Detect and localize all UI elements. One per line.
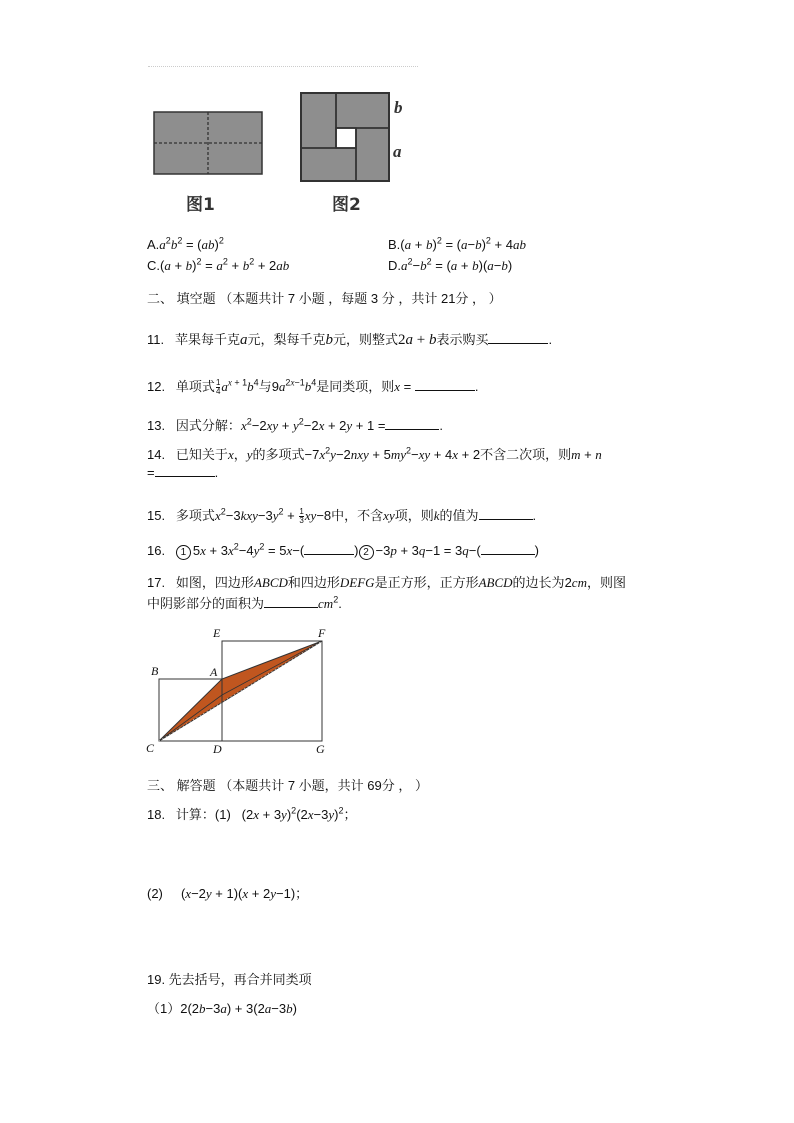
- figure-2-label-a: a: [393, 142, 402, 161]
- figure-1: [150, 108, 270, 180]
- question-13: 13. 因式分解：$x^2-2xy + y^2-2x + 2y + 1$ = .: [147, 416, 444, 433]
- figure-3: [145, 625, 335, 755]
- figure-2-label-b: b: [394, 98, 403, 117]
- option-b: $B.(a + b)^2 = (a-b)^2 + 4ab$: [388, 235, 526, 252]
- figure-2: [298, 90, 394, 184]
- question-14-cont: = .: [147, 465, 219, 480]
- fig3-label-E: E: [213, 626, 221, 640]
- option-d: $D.a^2-b^2 = (a + b)(a-b)$: [388, 256, 513, 273]
- question-18-part-2: (2) (x−2y + 1)(x + 2y−1)；: [147, 886, 309, 901]
- section-3-title: 三、 解答题 （本题共计 7 小题，共计 69分 ， ）: [147, 778, 428, 793]
- question-19-title: 19. 先去括号，再合并同类项: [147, 972, 312, 987]
- option-c-label: C.: [147, 258, 160, 273]
- option-a-label: A.: [147, 237, 160, 252]
- option-a: $A.a^2b^2 = (ab)^2$: [147, 235, 224, 252]
- question-15: 15. 多项式$x^2-3kxy-3y^2$ + $\frac{1}{3}$ xy−8中，不含xy项，则k的值为 .: [147, 506, 537, 526]
- figure-2-caption: 图2: [332, 195, 361, 215]
- section-2-title: 二、 填空题 （本题共计 7 小题 ，每题 3 分 ，共计 21分 ， ）: [147, 291, 502, 306]
- fig3-label-D: D: [213, 742, 222, 756]
- question-16: 16. 1 $5x + 3x^2-4y^2 = 5x-$( ) 2 −3p + 3q−1 = 3q−( ): [147, 541, 540, 558]
- fig3-label-G: G: [316, 742, 325, 756]
- question-14: 14. 已知关于x，y的多项式$-7x^2y-2nxy + 5my^2-xy + 4x + 2$不含二次项，则m + n: [147, 445, 602, 462]
- question-18: 18. 计算：(1) $(2x + 3y)^2(2x-3y)^2$；: [147, 805, 357, 822]
- question-11: 11. 苹果每千克a元，梨每千克b元，则整式2a + b表示购买 .: [147, 332, 553, 348]
- header-rule: [148, 66, 418, 68]
- figure-1-caption: 图1: [186, 195, 215, 215]
- question-19-part-1: （1）2(2b−3a) + 3(2a−3b): [147, 1001, 297, 1016]
- fig3-label-B: B: [151, 664, 159, 678]
- fig3-label-A: A: [210, 665, 218, 679]
- question-17-cont: 中阴影部分的面积为 $cm^2$.: [147, 594, 342, 611]
- option-d-label: D.: [388, 258, 401, 273]
- option-b-label: B.: [388, 237, 401, 252]
- question-12: 12. 单项式 $\frac{1}{4}$ $a^{x + 1}b^4$与$9a^{2x-1}b^4$是同类项，则x = .: [147, 377, 479, 397]
- option-c: $C.(a + b)^2 = a^2 + b^2 + 2ab$: [147, 256, 290, 273]
- fig3-label-F: F: [318, 626, 326, 640]
- question-17: 17. 如图，四边形ABCD和四边形DEFG是正方形，正方形ABCD的边长为2cm，则图: [147, 575, 626, 590]
- fig3-label-C: C: [146, 741, 155, 755]
